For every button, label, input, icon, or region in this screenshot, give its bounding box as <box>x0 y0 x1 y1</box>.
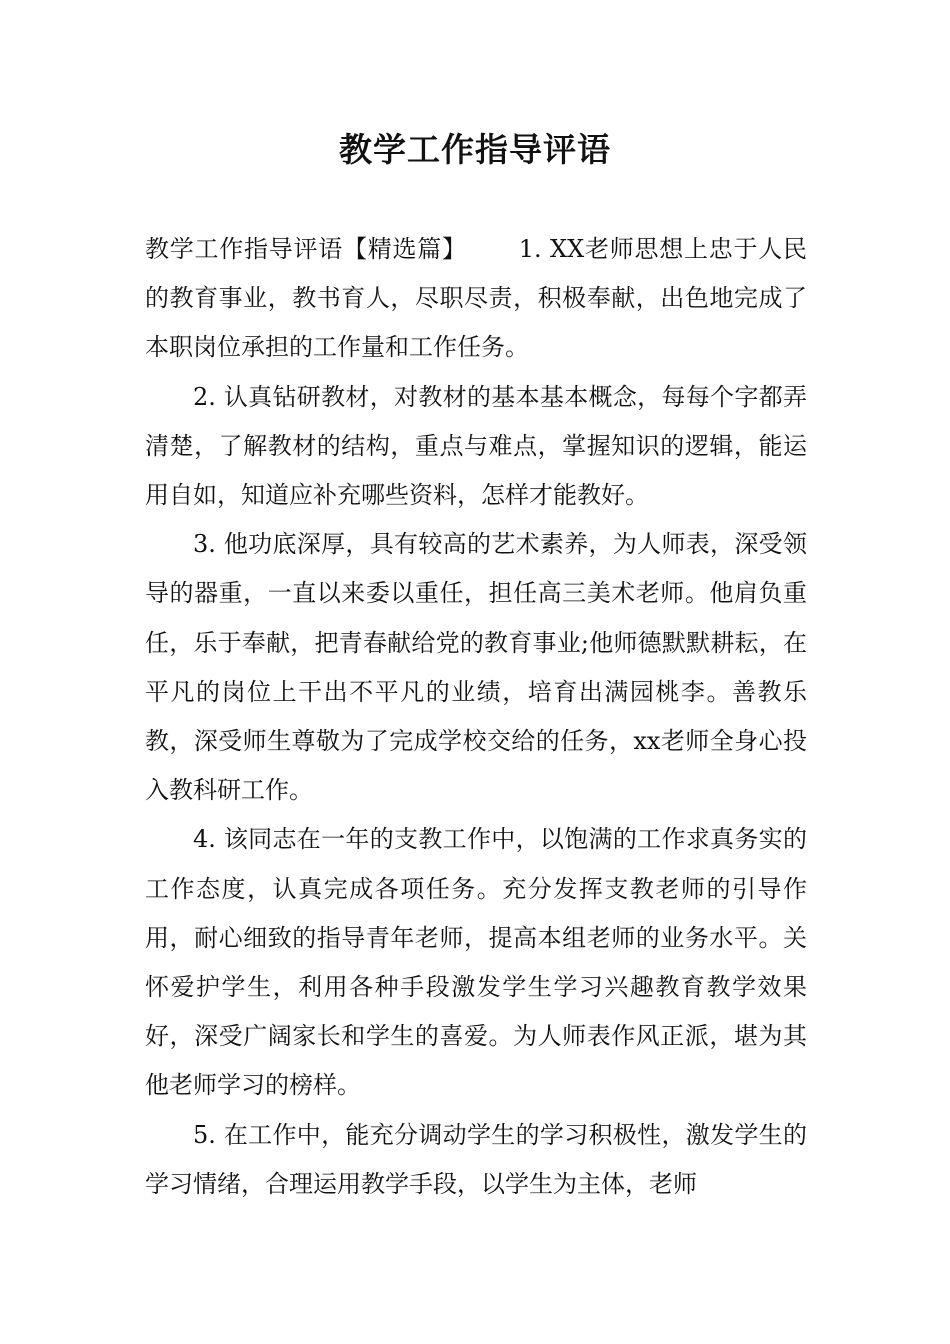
document-body <box>145 225 807 1209</box>
paragraph-3: 3. 他功底深厚，具有较高的艺术素养，为人师表，深受领导的器重，一直以来委以重任，担任高三美术老师。他肩负重任，乐于奉献，把青春献给党的教育事业;他师德默默耕耘，在平凡的岗位上干出不平凡的业绩，培育出满园桃李。善教乐教，深受师生尊敬为了完成学校交给的任务，xx老师全身心投入教科研工作。 <box>145 530 807 805</box>
paragraph-1 <box>145 225 807 373</box>
paragraph-4: 4. 该同志在一年的支教工作中，以饱满的工作求真务实的工作态度，认真完成各项任务。充分发挥支教老师的引导作用，耐心细致的指导青年老师，提高本组老师的业务水平。关怀爱护学生，利用各种手段激发学生学习兴趣教育教学效果好，深受广阔家长和学生的喜爱。为人师表作风正派，堪为其他老师学习的榜样。 <box>145 825 807 1100</box>
document-title: 教学工作指导评语 <box>339 130 611 169</box>
intro-heading: 教学工作指导评语【精选篇】 <box>145 235 467 263</box>
paragraph-2: 2. 认真钻研教材，对教材的基本基本概念，每每个字都弄清楚，了解教材的结构，重点与难点，掌握知识的逻辑，能运用自如，知道应补充哪些资料，怎样才能教好。 <box>145 382 807 510</box>
paragraph-1-text: 1. XX老师思想上忠于人民的教育事业，教书育人，尽职尽责，积极奉献，出色地完成了本职岗位承担的工作量和工作任务。 <box>145 235 808 362</box>
paragraph-5: 5. 在工作中，能充分调动学生的学习积极性，激发学生的学习情绪，合理运用教学手段，以学生为主体，老师 <box>145 1120 807 1198</box>
